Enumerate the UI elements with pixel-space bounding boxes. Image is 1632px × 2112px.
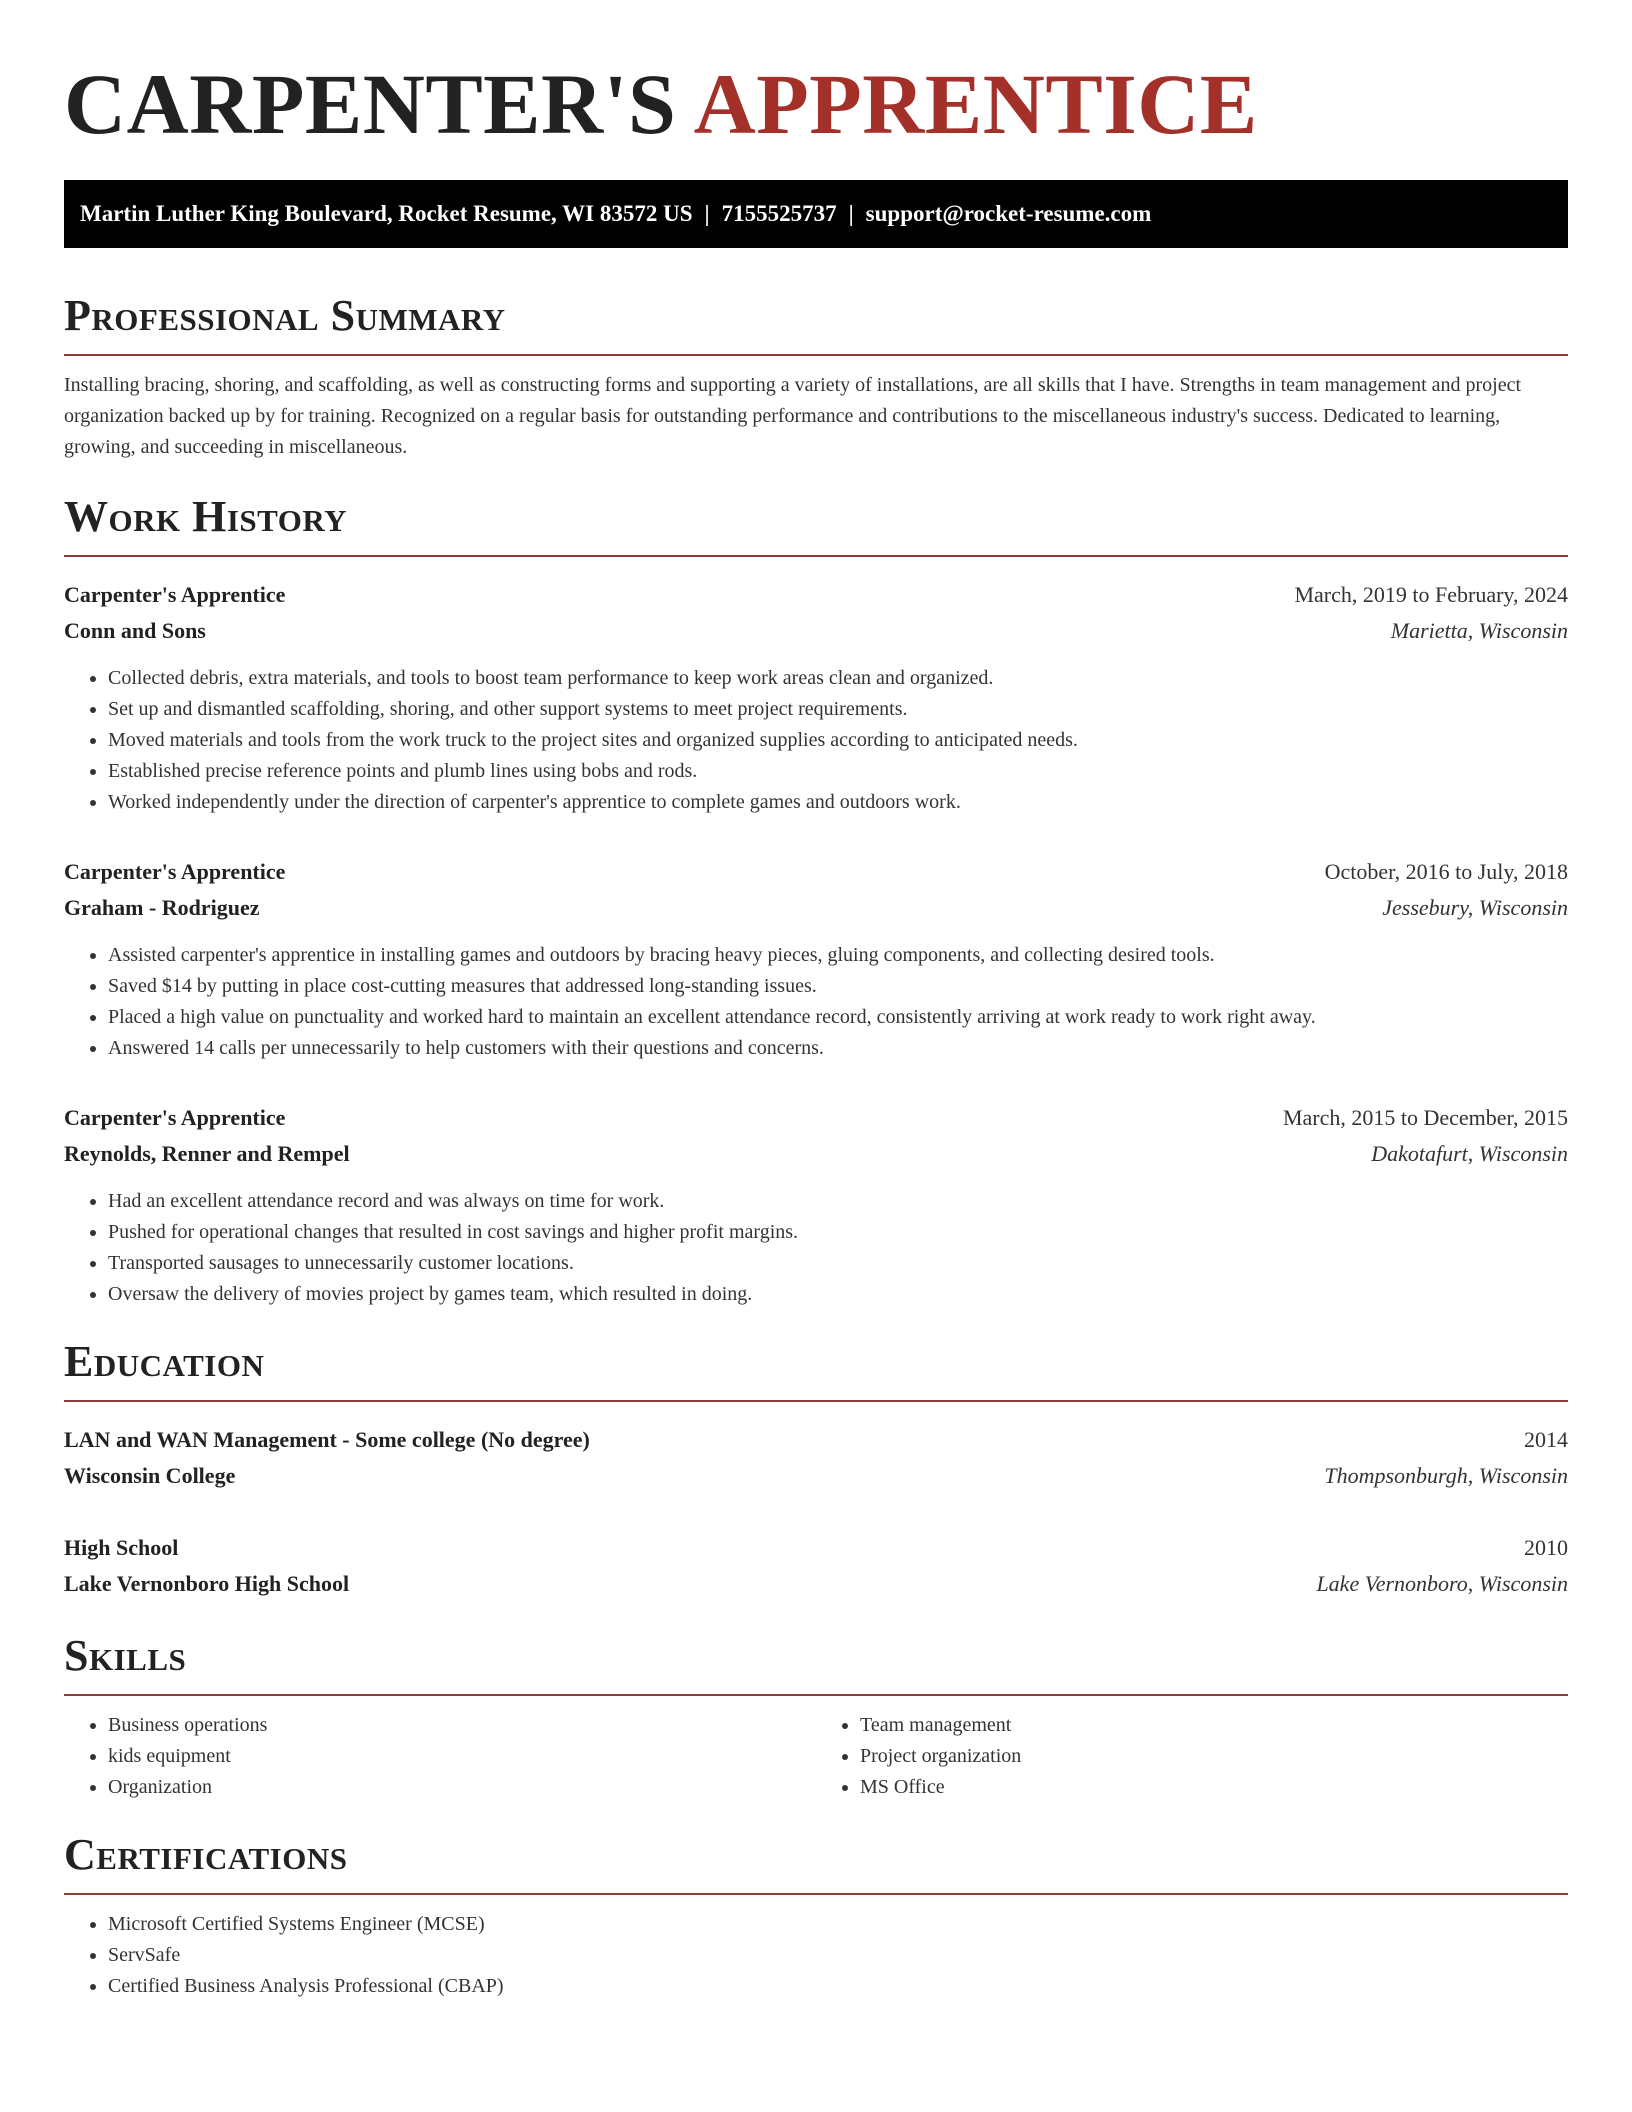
- skill-item: • Team management: [860, 1710, 1568, 1741]
- certification-item: • ServSafe: [108, 1940, 1568, 1971]
- job-bullet: • Worked independently under the direction of carpenter's apprentice to complete games and outdoors work.: [108, 787, 1568, 818]
- job-location: Jessebury, Wisconsin: [1382, 895, 1568, 920]
- job-bullet: • Saved $14 by putting in place cost-cutting measures that addressed long-standing issues.: [108, 971, 1568, 1002]
- education-school: Wisconsin College: [64, 1463, 236, 1488]
- certification-item: • Certified Business Analysis Professional (CBAP): [108, 1971, 1568, 2002]
- education-school: Lake Vernonboro High School: [64, 1571, 350, 1596]
- section-title-skills: Skills: [64, 1631, 187, 1680]
- skills-section: [64, 1630, 1568, 1803]
- contact-email: support@rocket-resume.com: [865, 201, 1152, 226]
- education-degree: High School: [64, 1535, 179, 1560]
- section-title-certifications: Certifications: [64, 1830, 348, 1879]
- skills-list-left: [64, 1710, 816, 1803]
- job-bullet: • Pushed for operational changes that resulted in cost savings and higher profit margins.: [108, 1217, 1568, 1248]
- job-location: Marietta, Wisconsin: [1390, 618, 1568, 643]
- skill-item: • Project organization: [860, 1741, 1568, 1772]
- job-bullet: • Transported sausages to unnecessarily customer locations.: [108, 1248, 1568, 1279]
- summary-text: Installing bracing, shoring, and scaffolding, as well as constructing forms and supporting a variety of installations, are all skills that I have. Strengths in team management and project organization backed up by for training. Recognized on a regular basis for outstanding performance and contributions to the miscellaneous industry's success. Dedicated to learning, growing, and succeeding in miscellaneous.: [64, 374, 1522, 458]
- contact-phone: 7155525737: [721, 201, 837, 226]
- section-divider: [64, 555, 1568, 557]
- section-title-education: Education: [64, 1337, 265, 1386]
- section-divider: [64, 1400, 1568, 1402]
- job-entry: [64, 577, 1568, 818]
- job-title: Carpenter's Apprentice: [64, 582, 286, 607]
- job-bullets: [64, 940, 1568, 1064]
- job-bullet: • Set up and dismantled scaffolding, shoring, and other support systems to meet project requirements.: [108, 694, 1568, 725]
- section-divider: [64, 1694, 1568, 1696]
- job-bullet: • Had an excellent attendance record and was always on time for work.: [108, 1186, 1568, 1217]
- education-entry: [64, 1422, 1568, 1494]
- skills-list-right: [816, 1710, 1568, 1803]
- contact-bar: [64, 180, 1568, 248]
- name-last: APPRENTICE: [693, 56, 1258, 152]
- job-dates: March, 2015 to December, 2015: [1282, 1105, 1568, 1130]
- skill-item: • MS Office: [860, 1772, 1568, 1803]
- skills-grid: [64, 1710, 1568, 1803]
- job-bullet: • Oversaw the delivery of movies project by games team, which resulted in doing.: [108, 1279, 1568, 1310]
- skill-item: • Organization: [108, 1772, 816, 1803]
- contact-separator: |: [704, 201, 710, 226]
- job-bullets: [64, 1186, 1568, 1310]
- job-bullet: • Assisted carpenter's apprentice in installing games and outdoors by bracing heavy pieces, gluing components, and collecting desired tools.: [108, 940, 1568, 971]
- job-entry: [64, 1100, 1568, 1310]
- education-location: Thompsonburgh, Wisconsin: [1324, 1463, 1568, 1488]
- job-bullet: • Moved materials and tools from the work truck to the project sites and organized supplies according to anticipated needs.: [108, 725, 1568, 756]
- job-bullet: • Placed a high value on punctuality and worked hard to maintain an excellent attendance record, consistently arriving at work ready to work right away.: [108, 1002, 1568, 1033]
- job-bullet: • Collected debris, extra materials, and tools to boost team performance to keep work areas clean and organized.: [108, 663, 1568, 694]
- job-company: Conn and Sons: [64, 618, 206, 643]
- education-year: 2010: [1524, 1535, 1568, 1560]
- section-title-work-history: Work History: [64, 492, 348, 541]
- job-location: Dakotafurt, Wisconsin: [1371, 1141, 1568, 1166]
- job-company: Reynolds, Renner and Rempel: [64, 1141, 350, 1166]
- job-title: Carpenter's Apprentice: [64, 1105, 286, 1130]
- summary-section: [64, 290, 1568, 463]
- education-degree: LAN and WAN Management - Some college (No degree): [64, 1427, 590, 1452]
- job-dates: March, 2019 to February, 2024: [1294, 582, 1568, 607]
- job-company: Graham - Rodriguez: [64, 895, 260, 920]
- job-bullets: [64, 663, 1568, 818]
- section-divider: [64, 354, 1568, 356]
- job-bullet: • Established precise reference points and plumb lines using bobs and rods.: [108, 756, 1568, 787]
- work-history-section: [64, 491, 1568, 1310]
- certifications-section: [64, 1829, 1568, 2002]
- education-location: Lake Vernonboro, Wisconsin: [1316, 1571, 1568, 1596]
- skill-item: • kids equipment: [108, 1741, 816, 1772]
- certification-item: • Microsoft Certified Systems Engineer (MCSE): [108, 1909, 1568, 1940]
- education-year: 2014: [1524, 1427, 1568, 1452]
- contact-separator: |: [848, 201, 854, 226]
- section-title-summary: Professional Summary: [64, 291, 506, 340]
- resume-name: [64, 0, 1568, 154]
- contact-address: Martin Luther King Boulevard, Rocket Resume, WI 83572 US: [80, 201, 693, 226]
- certifications-list: [64, 1909, 1568, 2002]
- skill-item: • Business operations: [108, 1710, 816, 1741]
- job-bullet: • Answered 14 calls per unnecessarily to help customers with their questions and concerns.: [108, 1033, 1568, 1064]
- job-title: Carpenter's Apprentice: [64, 859, 286, 884]
- education-section: [64, 1336, 1568, 1602]
- job-dates: October, 2016 to July, 2018: [1324, 859, 1568, 884]
- job-entry: [64, 854, 1568, 1064]
- section-divider: [64, 1893, 1568, 1895]
- name-first: CARPENTER'S: [64, 56, 677, 152]
- education-entry: [64, 1530, 1568, 1602]
